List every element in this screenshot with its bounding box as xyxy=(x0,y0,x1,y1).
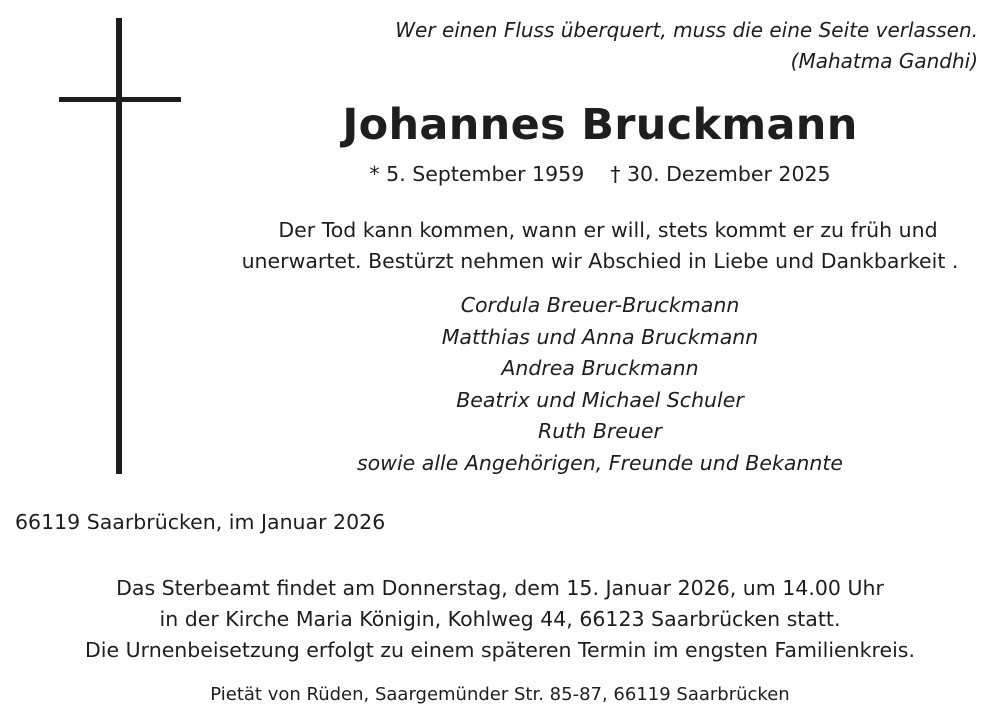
death-date: † 30. Dezember 2025 xyxy=(610,162,831,186)
place-and-date: 66119 Saarbrücken, im Januar 2026 xyxy=(15,510,386,534)
deceased-name: Johannes Bruckmann xyxy=(342,100,858,150)
mourner-name: Beatrix und Michael Schuler xyxy=(456,387,744,412)
service-line-2: in der Kirche Maria Königin, Kohlweg 44, 66123 Saarbrücken statt. xyxy=(159,607,841,631)
mourner-name: Ruth Breuer xyxy=(538,419,662,443)
verse-line-2: unerwartet. Bestürzt nehmen wir Abschied in Liebe und Dankbarkeit . xyxy=(241,249,959,273)
epigraph-quote: Wer einen Fluss überquert, muss die eine Seite verlassen. xyxy=(395,18,978,42)
undertaker-address: Pietät von Rüden, Saargemünder Str. 85-87, 66119 Saarbrücken xyxy=(210,684,790,705)
verse-line-1: Der Tod kann kommen, wann er will, stets kommt er zu früh und xyxy=(278,218,938,242)
mourner-name: Cordula Breuer-Bruckmann xyxy=(460,293,740,317)
mourners-list xyxy=(200,290,1000,479)
mourner-name: Matthias und Anna Bruckmann xyxy=(441,324,759,349)
cross-vertical-bar xyxy=(116,18,122,474)
birth-date: * 5. September 1959 xyxy=(369,162,585,186)
mourner-name: Andrea Bruckmann xyxy=(501,356,699,380)
epigraph-author: (Mahatma Gandhi) xyxy=(790,49,978,73)
cross-horizontal-bar xyxy=(59,97,181,102)
service-line-1: Das Sterbeamt findet am Donnerstag, dem 15. Januar 2026, um 14.00 Uhr xyxy=(116,576,884,600)
service-line-3: Die Urnenbeisetzung erfolgt zu einem späteren Termin im engsten Familienkreis. xyxy=(85,638,915,662)
life-dates xyxy=(200,159,1000,189)
mourners-closing: sowie alle Angehörigen, Freunde und Bekannte xyxy=(356,450,844,475)
